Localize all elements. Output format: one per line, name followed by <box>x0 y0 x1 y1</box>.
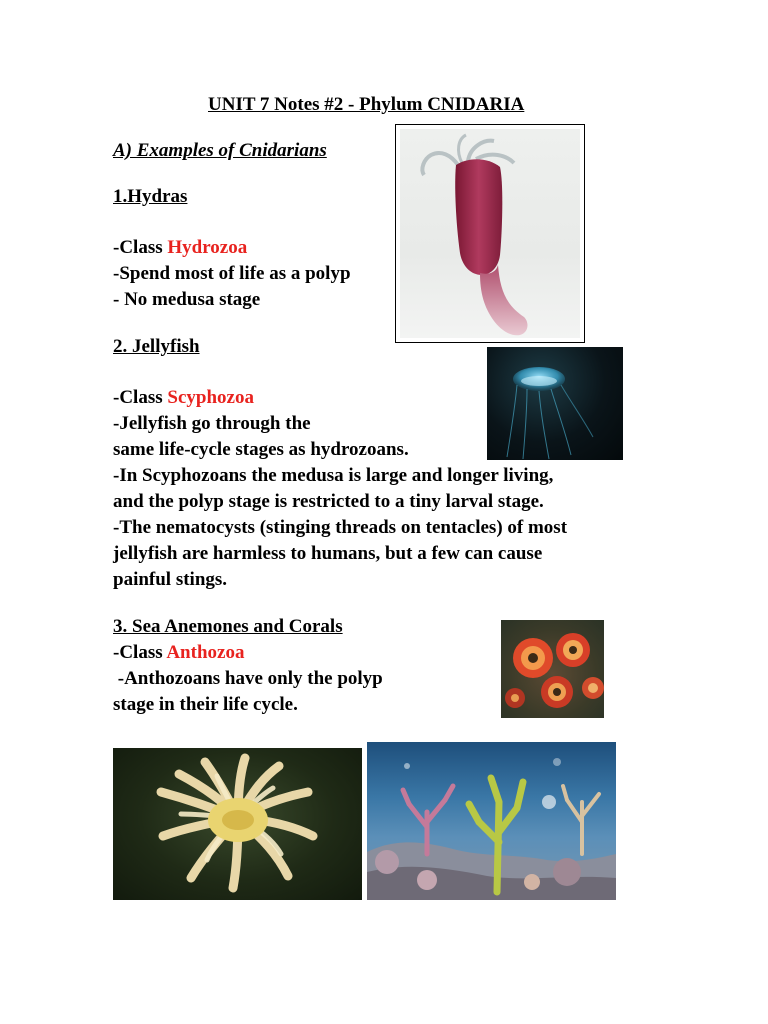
class-prefix: -Class <box>113 642 167 663</box>
jellyfish-line: jellyfish are harmless to humans, but a few can cause <box>113 543 543 564</box>
hydras-heading: 1.Hydras <box>113 186 188 207</box>
jellyfish-class-line <box>113 385 254 411</box>
class-prefix: -Class <box>113 237 168 258</box>
jellyfish-line: and the polyp stage is restricted to a tiny larval stage. <box>113 491 544 512</box>
sea-anemone-image <box>113 748 362 900</box>
hydras-class-line <box>113 235 247 261</box>
coral-reef-image <box>367 742 616 900</box>
jellyfish-line: painful stings. <box>113 569 228 590</box>
class-name-hydrozoa: Hydrozoa <box>167 237 248 258</box>
hydras-line-medusa: - No medusa stage <box>113 289 261 310</box>
jellyfish-line: -The nematocysts (stinging threads on tentacles) of most <box>113 517 568 538</box>
class-prefix: -Class <box>113 387 168 408</box>
zoanthid-coral-image <box>501 620 604 718</box>
anemones-line: -Anthozoans have only the polyp <box>113 668 383 689</box>
jellyfish-line: -In Scyphozoans the medusa is large and longer living, <box>113 465 554 486</box>
hydra-image <box>395 124 585 343</box>
jellyfish-line: -Jellyfish go through the <box>113 413 311 434</box>
jellyfish-image <box>487 347 623 460</box>
hydras-line-polyp: -Spend most of life as a polyp <box>113 263 351 284</box>
anemones-line: stage in their life cycle. <box>113 694 298 715</box>
section-a-heading: A) Examples of Cnidarians <box>113 140 327 161</box>
class-name-anthozoa: Anthozoa <box>166 642 245 663</box>
jellyfish-line: same life-cycle stages as hydrozoans. <box>113 439 409 460</box>
jellyfish-heading: 2. Jellyfish <box>113 336 200 357</box>
anemones-class-line <box>113 640 244 666</box>
class-name-scyphozoa: Scyphozoa <box>167 387 254 408</box>
page-title: UNIT 7 Notes #2 - Phylum CNIDARIA <box>208 94 525 115</box>
anemones-heading: 3. Sea Anemones and Corals <box>113 616 343 637</box>
